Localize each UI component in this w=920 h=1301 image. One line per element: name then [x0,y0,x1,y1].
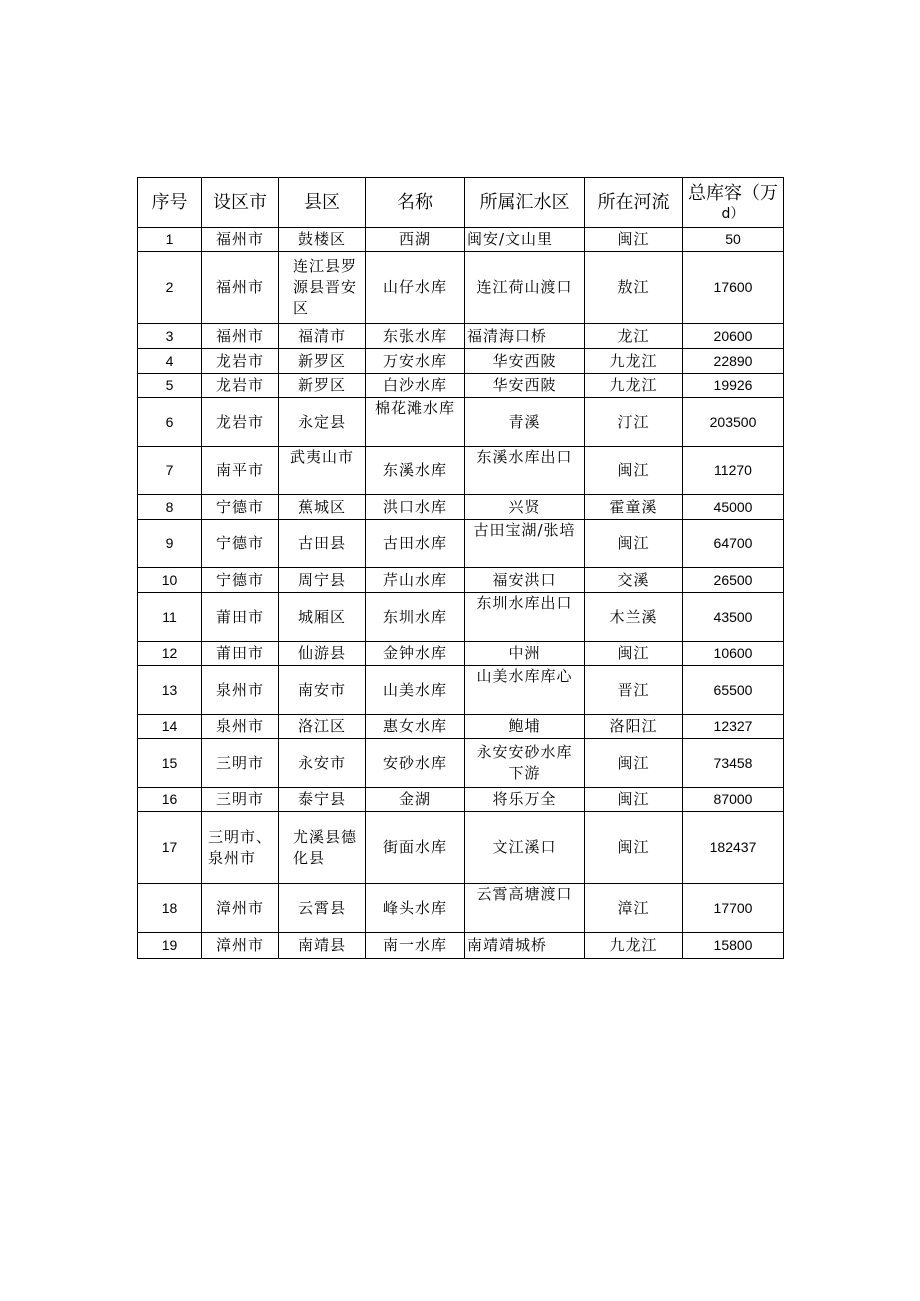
cell-area: 鲍埔 [465,715,585,739]
cell-area: 南靖靖城桥 [465,933,585,959]
header-name: 名称 [366,178,465,228]
cell-area: 云霄高塘渡口 [465,884,585,933]
header-volume [683,178,784,228]
cell-city: 泉州市 [202,715,279,739]
cell-county: 尤溪县德化县 [279,812,366,884]
cell-city: 南平市 [202,447,279,495]
cell-area: 山美水库库心 [465,666,585,715]
reservoir-table [137,177,784,959]
cell-county: 南安市 [279,666,366,715]
cell-name: 东溪水库 [366,447,465,495]
cell-area: 兴贤 [465,495,585,520]
cell-river: 闽江 [585,739,683,788]
cell-area: 古田宝湖/张培 [465,520,585,568]
cell-river: 敖江 [585,252,683,324]
cell-county: 蕉城区 [279,495,366,520]
table-row [138,374,784,398]
cell-city: 龙岩市 [202,349,279,374]
table-row [138,349,784,374]
cell-name: 东张水库 [366,324,465,349]
table-row [138,398,784,447]
cell-city: 三明市 [202,788,279,812]
cell-river: 闽江 [585,642,683,666]
cell-river: 闽江 [585,788,683,812]
cell-volume: 19926 [683,374,784,398]
table-row [138,252,784,324]
cell-no: 11 [138,593,202,642]
header-volume-line1: 总库容（万 [688,182,778,204]
cell-county: 永安市 [279,739,366,788]
header-city: 设区市 [202,178,279,228]
cell-area: 福清海口桥 [465,324,585,349]
cell-city: 莆田市 [202,642,279,666]
cell-area: 福安洪口 [465,568,585,593]
cell-no: 12 [138,642,202,666]
cell-county: 福清市 [279,324,366,349]
cell-city: 福州市 [202,324,279,349]
cell-no: 19 [138,933,202,959]
table-row [138,520,784,568]
cell-no: 15 [138,739,202,788]
cell-area: 东溪水库出口 [465,447,585,495]
cell-volume: 64700 [683,520,784,568]
cell-area: 将乐万全 [465,788,585,812]
cell-no: 14 [138,715,202,739]
cell-county: 仙游县 [279,642,366,666]
table-row [138,495,784,520]
cell-volume: 12327 [683,715,784,739]
cell-river: 交溪 [585,568,683,593]
cell-area: 青溪 [465,398,585,447]
cell-county: 鼓楼区 [279,228,366,252]
header-county: 县区 [279,178,366,228]
table-row [138,715,784,739]
table-row [138,447,784,495]
table-row [138,593,784,642]
cell-city: 宁德市 [202,495,279,520]
cell-volume: 20600 [683,324,784,349]
cell-city: 莆田市 [202,593,279,642]
table-row [138,788,784,812]
cell-area: 闽安/文山里 [465,228,585,252]
cell-river: 漳江 [585,884,683,933]
cell-area: 文江溪口 [465,812,585,884]
cell-county: 云霄县 [279,884,366,933]
cell-volume: 11270 [683,447,784,495]
cell-no: 18 [138,884,202,933]
cell-name: 街面水库 [366,812,465,884]
cell-no: 16 [138,788,202,812]
header-volume-line2: d） [721,205,745,222]
cell-name: 棉花滩水库 [366,398,465,447]
cell-no: 13 [138,666,202,715]
cell-city: 福州市 [202,228,279,252]
cell-river: 九龙江 [585,374,683,398]
cell-river: 木兰溪 [585,593,683,642]
cell-city: 三明市 [202,739,279,788]
cell-city: 三明市、泉州市 [202,812,279,884]
cell-area: 连江荷山渡口 [465,252,585,324]
cell-volume: 15800 [683,933,784,959]
cell-city: 漳州市 [202,884,279,933]
cell-county: 武夷山市 [279,447,366,495]
cell-river: 汀江 [585,398,683,447]
cell-area: 东圳水库出口 [465,593,585,642]
cell-city: 龙岩市 [202,374,279,398]
cell-name: 西湖 [366,228,465,252]
header-area: 所属汇水区 [465,178,585,228]
cell-county: 新罗区 [279,349,366,374]
cell-no: 17 [138,812,202,884]
cell-name: 惠女水库 [366,715,465,739]
cell-no: 10 [138,568,202,593]
cell-name: 万安水库 [366,349,465,374]
cell-city: 宁德市 [202,520,279,568]
table-row [138,739,784,788]
cell-county: 南靖县 [279,933,366,959]
cell-no: 8 [138,495,202,520]
cell-river: 九龙江 [585,933,683,959]
cell-river: 闽江 [585,228,683,252]
cell-volume: 203500 [683,398,784,447]
cell-volume: 10600 [683,642,784,666]
cell-no: 6 [138,398,202,447]
table-row [138,933,784,959]
table-row [138,884,784,933]
cell-volume: 87000 [683,788,784,812]
cell-volume: 73458 [683,739,784,788]
table-row [138,228,784,252]
cell-name: 峰头水库 [366,884,465,933]
cell-river: 闽江 [585,520,683,568]
cell-area: 华安西陂 [465,374,585,398]
cell-name: 南一水库 [366,933,465,959]
cell-county: 永定县 [279,398,366,447]
table-row [138,324,784,349]
cell-name: 安砂水库 [366,739,465,788]
cell-river: 龙江 [585,324,683,349]
cell-county: 洛江区 [279,715,366,739]
cell-name: 山美水库 [366,666,465,715]
cell-volume: 26500 [683,568,784,593]
cell-no: 4 [138,349,202,374]
cell-river: 霍童溪 [585,495,683,520]
cell-volume: 17600 [683,252,784,324]
cell-city: 龙岩市 [202,398,279,447]
cell-no: 1 [138,228,202,252]
table-row [138,812,784,884]
cell-county: 新罗区 [279,374,366,398]
cell-county: 城厢区 [279,593,366,642]
header-row [138,178,784,228]
cell-name: 山仔水库 [366,252,465,324]
table-row [138,568,784,593]
cell-river: 晋江 [585,666,683,715]
cell-county: 古田县 [279,520,366,568]
cell-no: 5 [138,374,202,398]
cell-no: 9 [138,520,202,568]
cell-area: 永安安砂水库下游 [465,739,585,788]
cell-name: 芹山水库 [366,568,465,593]
cell-county: 泰宁县 [279,788,366,812]
cell-river: 闽江 [585,447,683,495]
cell-city: 宁德市 [202,568,279,593]
cell-no: 3 [138,324,202,349]
cell-volume: 65500 [683,666,784,715]
cell-name: 金钟水库 [366,642,465,666]
cell-river: 洛阳江 [585,715,683,739]
cell-county: 连江县罗源县晋安区 [279,252,366,324]
cell-volume: 182437 [683,812,784,884]
cell-name: 东圳水库 [366,593,465,642]
cell-name: 白沙水库 [366,374,465,398]
cell-river: 九龙江 [585,349,683,374]
table-row [138,666,784,715]
cell-name: 金湖 [366,788,465,812]
cell-river: 闽江 [585,812,683,884]
cell-volume: 17700 [683,884,784,933]
cell-volume: 50 [683,228,784,252]
header-river: 所在河流 [585,178,683,228]
table-row [138,642,784,666]
cell-name: 洪口水库 [366,495,465,520]
cell-volume: 22890 [683,349,784,374]
cell-county: 周宁县 [279,568,366,593]
header-no: 序号 [138,178,202,228]
cell-city: 泉州市 [202,666,279,715]
cell-city: 漳州市 [202,933,279,959]
cell-volume: 43500 [683,593,784,642]
cell-city: 福州市 [202,252,279,324]
table-body [138,228,784,959]
cell-no: 2 [138,252,202,324]
cell-area: 中洲 [465,642,585,666]
cell-volume: 45000 [683,495,784,520]
cell-name: 古田水库 [366,520,465,568]
cell-no: 7 [138,447,202,495]
cell-area: 华安西陂 [465,349,585,374]
